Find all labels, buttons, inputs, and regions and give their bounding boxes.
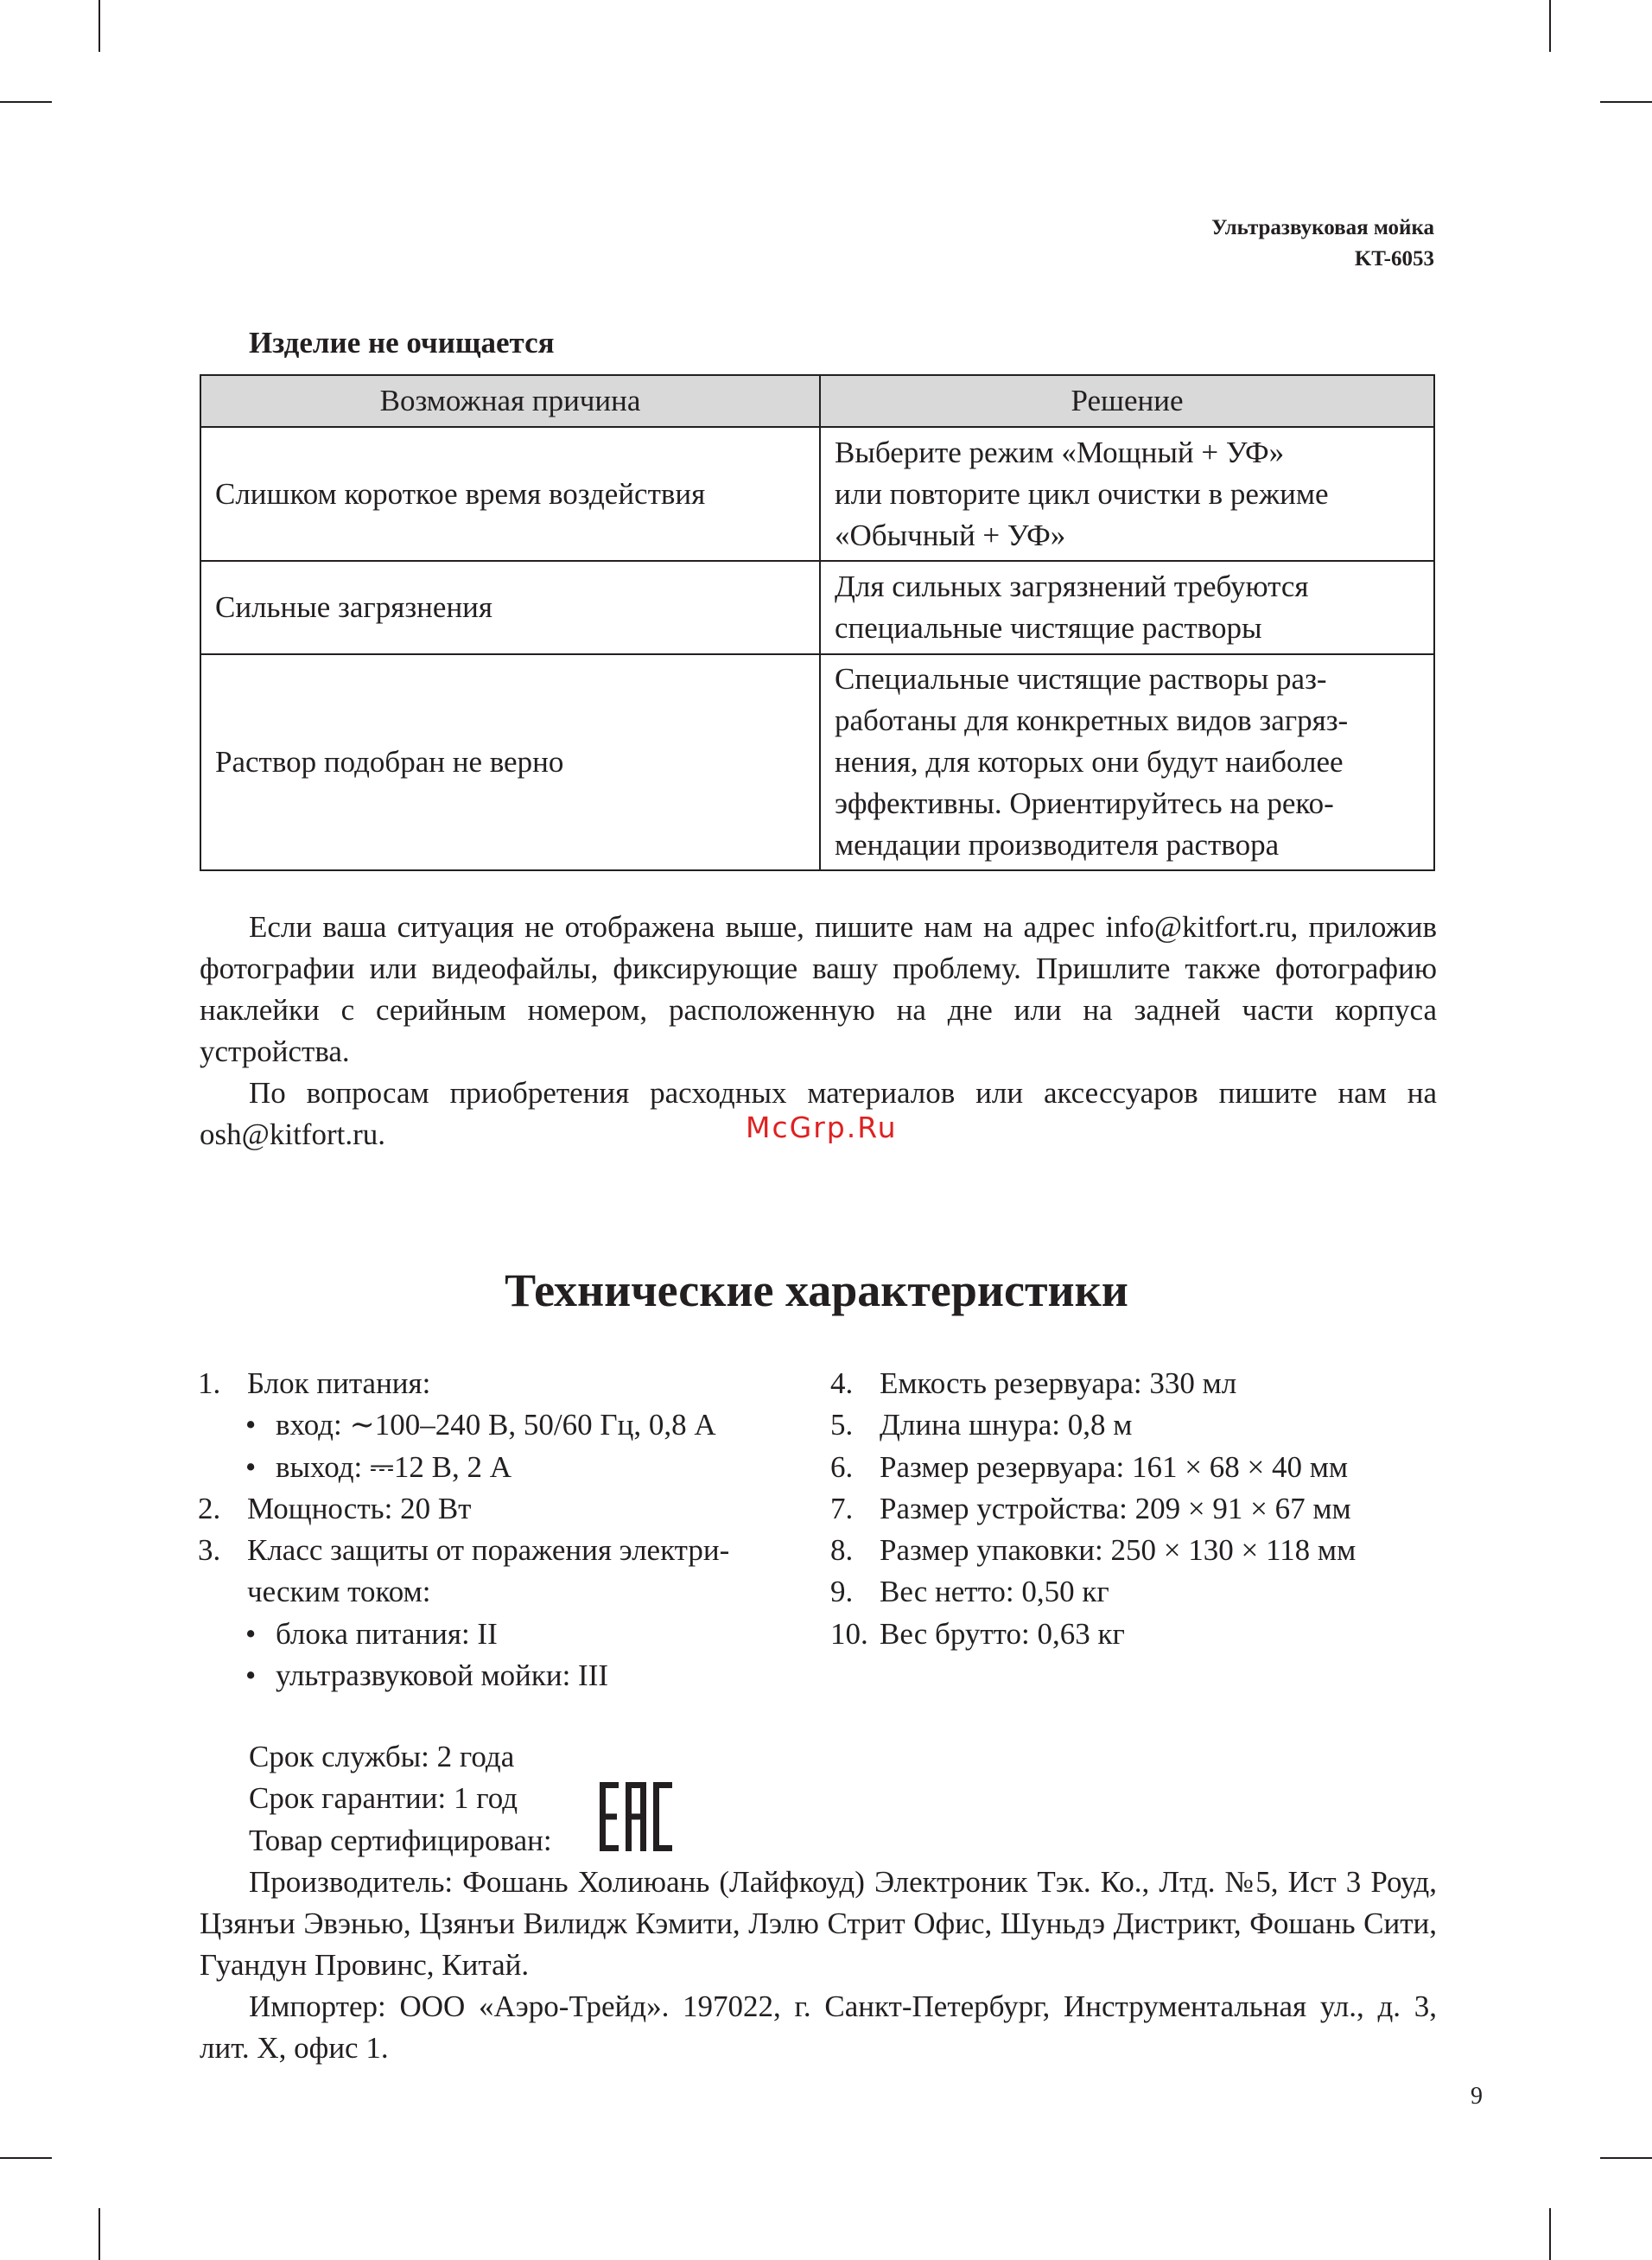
spec-text: Класс защиты от поражения электри- [247,1533,730,1568]
solution-line: эффективны. Ориентируйтесь на реко- [835,786,1334,820]
bullet-icon: • [245,1449,257,1484]
solution-line: Выберите режим «Мощный + УФ» [835,435,1285,469]
spec-text: Мощность: 20 Вт [247,1491,472,1525]
solution-cell [820,654,1434,870]
spec-number: 5. [830,1408,854,1442]
spec-item [830,1614,1452,1655]
spec-number: 2. [198,1491,221,1525]
service-life: Срок службы: 2 года [249,1740,515,1773]
table-row [200,561,1434,654]
spec-item [830,1363,1452,1404]
cause-cell: Слишком короткое время воздействия [200,427,820,561]
importer-text: Импортер: ООО «Аэро-Трейд». 197022, г. Санкт-Петербург, Инструментальная ул., д. 3, лит. Х, офис 1. [200,1989,1437,2065]
running-header [1211,213,1434,275]
bullet-icon: • [245,1408,257,1442]
spec-text: ческим током: [247,1575,431,1609]
spec-item [830,1447,1452,1488]
specs-left-column [198,1363,820,1697]
crop-mark [1549,0,1551,52]
solution-line: мендации производителя раствора [835,828,1280,862]
spec-item [830,1488,1452,1530]
crop-mark [0,2157,52,2159]
service-info [249,1736,552,1862]
table-header-row [200,375,1434,427]
spec-text: Размер упаковки: 250 × 130 × 118 мм [880,1533,1357,1568]
spec-item [830,1530,1452,1571]
cause-cell: Раствор подобран не верно [200,654,820,870]
spec-number: 1. [198,1366,221,1400]
spec-number: 9. [830,1575,854,1609]
spec-text: выход: ⎓12 В, 2 А [276,1449,512,1484]
spec-text: Емкость резервуара: 330 мл [880,1366,1237,1400]
solution-line: работаны для конкретных видов загряз- [835,703,1349,737]
crop-mark [98,2208,100,2260]
supplies-text: По вопросам приобретения расходных материалов или аксессуаров пишите нам на osh@kitfort.ru. [200,1076,1437,1151]
solution-line: специальные чистящие растворы [835,611,1262,645]
spec-text: Блок питания: [247,1366,431,1400]
spec-subitem [198,1655,820,1697]
crop-mark [1549,2208,1551,2260]
bullet-icon: • [245,1658,257,1693]
manufacturer-paragraph [200,1862,1437,1986]
specs-right-column [830,1363,1452,1655]
spec-text: блока питания: II [276,1616,498,1651]
spec-item [198,1488,820,1530]
spec-text: Вес брутто: 0,63 кг [880,1616,1125,1651]
header-model: KT-6053 [1354,247,1434,271]
table-row [200,427,1434,561]
spec-text: Размер устройства: 209 × 91 × 67 мм [880,1491,1351,1525]
page-number: 9 [1471,2083,1483,2110]
column-header-cause: Возможная причина [200,375,820,427]
spec-item [830,1404,1452,1446]
spec-subitem [198,1404,820,1446]
spec-number: 10. [830,1616,868,1651]
solution-line: или повторите цикл очистки в режиме [835,476,1329,511]
contact-text: Если ваша ситуация не отображена выше, пишите нам на адрес info@kitfort.ru, приложив фотографии или видеофайлы, фиксирующие вашу проблему. Пришлите также фотографию наклейки с серийным номером, расположенную на дне или на задней части корпуса устройства. [200,910,1437,1068]
troubleshooting-title: Изделие не очищается [249,326,555,360]
spec-number: 7. [830,1491,854,1525]
spec-text: Длина шнура: 0,8 м [880,1408,1133,1442]
crop-mark [1600,2157,1652,2159]
spec-number: 4. [830,1366,854,1400]
spec-text: Вес нетто: 0,50 кг [880,1575,1109,1609]
warranty: Срок гарантии: 1 год [249,1781,518,1816]
spec-number: 6. [830,1449,854,1484]
certified: Товар сертифицирован: [249,1823,552,1857]
cause-cell: Сильные загрязнения [200,561,820,654]
solution-line: Для сильных загрязнений требуются [835,570,1309,603]
manufacturer-text: Производитель: Фошань Холиюань (Лайфкоуд) Электроник Тэк. Ко., Лтд. №5, Ист 3 Роуд, Цзянъи Эвэнью, Цзянъи Вилидж Кэмити, Лэлю Стрит Офис, Шуньдэ Дистрикт, Фошань Сити, Гуандун Провинс, Китай. [200,1865,1437,1982]
spec-subitem [198,1614,820,1655]
crop-mark [0,101,52,103]
spec-item [198,1530,820,1614]
column-header-solution: Решение [820,375,1434,427]
solution-line: Специальные чистящие растворы раз- [835,662,1327,696]
solution-line: нения, для которых они будут наиболее [835,745,1344,779]
spec-text: ультразвуковой мойки: III [276,1658,609,1693]
table-row [200,654,1434,870]
spec-text: вход: ∼100–240 В, 50/60 Гц, 0,8 А [276,1408,716,1442]
spec-item [830,1571,1452,1613]
crop-mark [1600,101,1652,103]
solution-line: «Обычный + УФ» [835,518,1066,552]
solution-cell [820,561,1434,654]
spec-text: Размер резервуара: 161 × 68 × 40 мм [880,1449,1349,1484]
spec-subitem [198,1447,820,1488]
spec-number: 3. [198,1533,221,1568]
header-product: Ультразвуковая мойка [1211,216,1434,239]
watermark: McGrp.Ru [746,1111,898,1144]
specs-title: Технические характеристики [505,1264,1128,1316]
importer-paragraph [200,1986,1437,2069]
spec-item [198,1363,820,1404]
troubleshooting-table [200,374,1435,871]
crop-mark [98,0,100,52]
contact-paragraph [200,907,1437,1073]
bullet-icon: • [245,1616,257,1651]
solution-cell [820,427,1434,561]
eac-mark-icon [600,1782,672,1851]
spec-number: 8. [830,1533,854,1568]
